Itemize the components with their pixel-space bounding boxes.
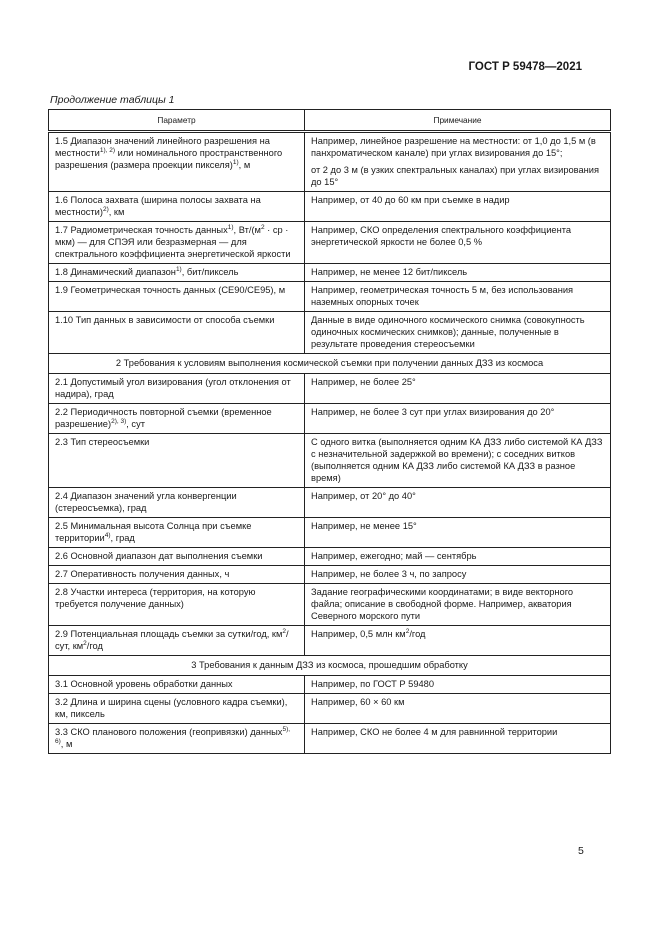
parameter-cell: 1.8 Динамический диапазон$^{1)}$, бит/пиксель	[49, 264, 305, 282]
note-cell: Например, не более 3 сут при углах визирования до 20°	[305, 404, 611, 434]
note-cell: Например, линейное разрешение на местности: от 1,0 до 1,5 м (в панхроматическом канале) при углах визирования до 15°; от 2 до 3 м (в узких спектральных каналах) при углах визирования до 15°	[305, 132, 611, 192]
table-row	[49, 264, 611, 282]
column-header-parameter: Параметр	[49, 110, 305, 132]
table-row	[49, 282, 611, 312]
note-cell: Например, от 40 до 60 км при съемке в надир	[305, 192, 611, 222]
parameter-cell: 2.9 Потенциальная площадь съемки за сутки/год, $км^2$/сут, $км^2$/год	[49, 626, 305, 656]
parameter-cell: 1.5 Диапазон значений линейного разрешения на местности$^{1), 2)}$ или номинального пространственного разрешения (размера проекции пикселя)$^{1)}$, м	[49, 132, 305, 192]
note-cell: Например, не менее 12 бит/пиксель	[305, 264, 611, 282]
note-cell: Задание географическими координатами; в виде векторного файла; описание в свободной форме. Например, акватория Северного морского пути	[305, 584, 611, 626]
table-row	[49, 404, 611, 434]
note-cell: Например, не менее 15°	[305, 518, 611, 548]
table-row	[49, 312, 611, 354]
table-row	[49, 676, 611, 694]
parameter-cell: 1.6 Полоса захвата (ширина полосы захвата на местности)$^{2)}$, км	[49, 192, 305, 222]
requirements-table	[48, 109, 611, 754]
note-cell: Данные в виде одиночного космического снимка (совокупность одиночных космических снимков); данные, полученные в результате проведения стереосъемки	[305, 312, 611, 354]
parameter-cell: 3.2 Длина и ширина сцены (условного кадра съемки), км, пиксель	[49, 694, 305, 724]
column-header-note: Примечание	[305, 110, 611, 132]
note-cell: Например, 0,5 млн $км^2$/год	[305, 626, 611, 656]
parameter-cell: 2.6 Основной диапазон дат выполнения съемки	[49, 548, 305, 566]
note-cell: Например, не более 3 ч, по запросу	[305, 566, 611, 584]
section-heading-2: 2 Требования к условиям выполнения космической съемки при получении данных ДЗЗ из космоса	[49, 354, 611, 374]
parameter-cell: 3.3 СКО планового положения (геопривязки) данных$^{5), 6)}$, м	[49, 724, 305, 754]
table-row	[49, 222, 611, 264]
parameter-cell: 3.1 Основной уровень обработки данных	[49, 676, 305, 694]
parameter-cell: 2.1 Допустимый угол визирования (угол отклонения от надира), град	[49, 374, 305, 404]
parameter-cell: 2.2 Периодичность повторной съемки (временное разрешение)$^{2), 3)}$, сут	[49, 404, 305, 434]
note-cell: С одного витка (выполняется одним КА ДЗЗ либо системой КА ДЗЗ с незначительной задержкой во времени); с соседних витков (выполняется одним КА ДЗЗ либо системой КА ДЗЗ в разное время)	[305, 434, 611, 488]
note-cell: Например, от 20° до 40°	[305, 488, 611, 518]
parameter-cell: 2.5 Минимальная высота Солнца при съемке территории$^{4)}$, град	[49, 518, 305, 548]
page-number: 5	[578, 845, 584, 857]
section-heading-3: 3 Требования к данным ДЗЗ из космоса, прошедшим обработку	[49, 656, 611, 676]
table-row	[49, 548, 611, 566]
table-caption: Продолжение таблицы 1	[50, 94, 175, 106]
table-row	[49, 374, 611, 404]
parameter-cell: 1.7 Радиометрическая точность данных$^{1)}$, $Вт/(м^2$ · ср · мкм) — для СПЭЯ или безразмерная — для спектрального коэффициента энергетической яркости	[49, 222, 305, 264]
table-row	[49, 584, 611, 626]
note-cell: Например, ежегодно; май — сентябрь	[305, 548, 611, 566]
table-row	[49, 518, 611, 548]
table-row	[49, 566, 611, 584]
table-row	[49, 488, 611, 518]
table-row	[49, 434, 611, 488]
note-cell: Например, геометрическая точность 5 м, без использования наземных опорных точек	[305, 282, 611, 312]
table-header-row	[49, 110, 611, 132]
note-cell: Например, СКО не более 4 м для равнинной территории	[305, 724, 611, 754]
note-cell: Например, 60 × 60 км	[305, 694, 611, 724]
note-cell: Например, по ГОСТ Р 59480	[305, 676, 611, 694]
parameter-cell: 2.4 Диапазон значений угла конвергенции (стереосъемка), град	[49, 488, 305, 518]
table-row	[49, 694, 611, 724]
document-code: ГОСТ Р 59478—2021	[468, 61, 582, 73]
table-row	[49, 724, 611, 754]
note-cell: Например, не более 25°	[305, 374, 611, 404]
parameter-cell: 2.7 Оперативность получения данных, ч	[49, 566, 305, 584]
parameter-cell: 1.9 Геометрическая точность данных (CE90/CE95), м	[49, 282, 305, 312]
table-row	[49, 626, 611, 656]
table-row	[49, 132, 611, 192]
note-cell: Например, СКО определения спектрального коэффициента энергетической яркости не более 0,5 %	[305, 222, 611, 264]
parameter-cell: 2.3 Тип стереосъемки	[49, 434, 305, 488]
table-row	[49, 192, 611, 222]
parameter-cell: 2.8 Участки интереса (территория, на которую требуется получение данных)	[49, 584, 305, 626]
section-heading-row	[49, 354, 611, 374]
section-heading-row	[49, 656, 611, 676]
parameter-cell: 1.10 Тип данных в зависимости от способа съемки	[49, 312, 305, 354]
